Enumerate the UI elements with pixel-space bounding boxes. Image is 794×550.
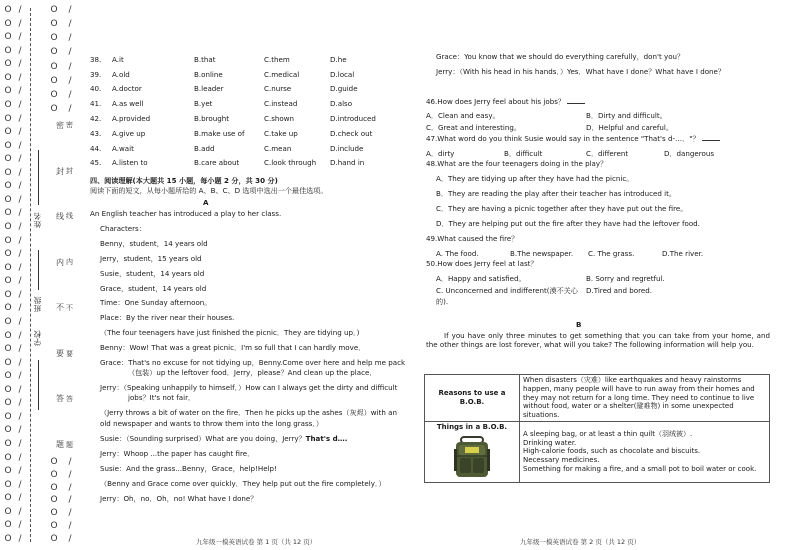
margin-mark: / xyxy=(18,181,22,192)
q47-options xyxy=(426,149,714,158)
margin-mark: / xyxy=(18,520,22,531)
bob-thing-2: Drinking water. xyxy=(523,438,577,447)
margin-mark: / xyxy=(68,482,72,493)
option-cell-b: B.add xyxy=(194,143,215,153)
seal-word: 答 xyxy=(56,394,64,404)
margin-mark: / xyxy=(18,140,22,151)
option-cell-num: 45. xyxy=(90,158,102,168)
dialog-line-3a: Grace：That's no excuse for not tidying up，Benny.Come over here and help me pack xyxy=(100,358,406,367)
dialog-line-9: （Benny and Grace come over quickly．They help put out the fire completely．） xyxy=(100,479,386,488)
dash-line xyxy=(30,8,31,542)
margin-mark: / xyxy=(18,99,22,110)
margin-mark: O xyxy=(50,19,58,30)
margin-mark: / xyxy=(18,506,22,517)
margin-mark: / xyxy=(18,357,22,368)
question-47 xyxy=(426,134,720,143)
play-place: Place：By the river near their houses. xyxy=(100,313,235,322)
bob-reasons-header: Reasons to use a B.O.B. xyxy=(425,375,520,422)
margin-mark: / xyxy=(18,5,22,15)
seal-word: 题 xyxy=(56,439,64,449)
margin-mark: / xyxy=(68,61,72,72)
margin-mark: / xyxy=(18,479,22,490)
character-grace: Grace，student，14 years old xyxy=(100,284,207,293)
margin-mark: / xyxy=(18,533,22,544)
margin-mark: / xyxy=(18,18,22,29)
dialog-line-7: Jerry：Whoop ...the paper has caught fire． xyxy=(100,449,255,458)
q49-option-d: D.The river. xyxy=(662,249,704,258)
answer-blank-47 xyxy=(702,134,720,141)
dialog-line-2: Benny：Wow! That was a great picnic．I'm so full that I can hardly move． xyxy=(100,343,366,352)
seal-word: 线 xyxy=(56,212,64,222)
bob-things-header-cell xyxy=(425,421,520,482)
margin-mark: / xyxy=(18,262,22,273)
margin-mark: O xyxy=(4,154,12,165)
seal-warning-word: 答 xyxy=(66,395,73,404)
passage-a-label: A xyxy=(203,198,209,207)
circle-column-inner-top xyxy=(48,6,60,114)
margin-mark: / xyxy=(18,194,22,205)
margin-mark: O xyxy=(50,495,58,506)
margin-mark: / xyxy=(68,5,72,15)
dialog-line-4a: Jerry：（Speaking unhappily to himself．）How can I always get the dirty and difficult xyxy=(100,383,398,392)
margin-mark: O xyxy=(50,521,58,532)
characters-heading: Characters： xyxy=(100,224,146,233)
dialog-line-10: Jerry：Oh，no．Oh，no! What have I done？ xyxy=(100,494,258,503)
q46-options-row2 xyxy=(426,123,673,132)
question-46 xyxy=(426,97,585,106)
bob-reasons-cell: When disasters（灾难）like earthquakes and heavy rainstorms happen, many people will have to run away from their homes and they may not return for a long time. They need to continue to live without food, water or a shelter(避难物) in some unexpected situations. xyxy=(520,375,770,422)
seal-word: 封 xyxy=(56,166,64,176)
margin-mark: O xyxy=(4,194,12,205)
margin-mark: O xyxy=(4,18,12,29)
bob-things-header: Things in a B.O.B. xyxy=(436,422,508,431)
q50-option-c-cont: 的). xyxy=(436,297,449,306)
seal-warning-column xyxy=(66,120,73,450)
margin-mark: / xyxy=(68,533,72,544)
question-49: 49.What caused the fire？ xyxy=(426,234,519,243)
circle-column-inner-bottom xyxy=(48,458,60,544)
option-cell-num: 44. xyxy=(90,143,102,153)
margin-mark: O xyxy=(4,371,12,382)
option-cell-d: D.also xyxy=(330,99,353,109)
q49-option-a: A. The food. xyxy=(436,249,479,258)
q46-options-row1 xyxy=(426,111,667,120)
margin-mark: O xyxy=(50,47,58,58)
passage-b-paragraph: If you have only three minutes to get something that you can take from your home, and the other things are lost forever, what will you take? The following information will help you. xyxy=(426,331,770,349)
margin-mark: / xyxy=(18,411,22,422)
margin-mark: / xyxy=(18,303,22,314)
slash-column-inner-bottom xyxy=(64,458,76,544)
option-cell-c: C.look through xyxy=(264,158,317,168)
option-cell-num: 38. xyxy=(90,54,102,64)
seal-warning-word: 内 xyxy=(66,258,73,267)
q47-option-a: A．dirty xyxy=(426,149,455,158)
margin-mark: / xyxy=(18,235,22,246)
table-row xyxy=(90,141,390,156)
margin-mark: / xyxy=(68,19,72,30)
option-cell-d: D.check out xyxy=(330,128,373,138)
bob-things-cell xyxy=(520,421,770,482)
margin-mark: / xyxy=(18,439,22,449)
margin-mark: / xyxy=(18,384,22,395)
margin-mark: O xyxy=(4,45,12,56)
backpack-image xyxy=(453,435,491,479)
q48-option-c: C．They are having a picnic together after they have put out the fire。 xyxy=(436,204,688,213)
q47-option-c: C．different xyxy=(586,149,629,158)
q48-option-b: B．They are reading the play after their teacher has introduced it。 xyxy=(436,189,676,198)
margin-mark: O xyxy=(4,167,12,178)
q50-options-row1 xyxy=(436,274,665,283)
school-label: 学校 xyxy=(33,330,42,346)
option-cell-a: A.old xyxy=(112,69,130,79)
option-cell-a: A.wait xyxy=(112,143,134,153)
q50-option-b: B. Sorry and regretful. xyxy=(586,274,665,283)
play-time: Time：One Sunday afternoon。 xyxy=(100,298,212,307)
margin-mark: O xyxy=(4,316,12,327)
bob-thing-1: A sleeping bag, or at least a thin quilt（羽绒被）. xyxy=(523,429,693,438)
margin-mark: / xyxy=(68,89,72,100)
margin-mark: O xyxy=(4,384,12,395)
margin-mark: / xyxy=(18,425,22,436)
margin-mark: O xyxy=(50,33,58,44)
margin-mark: O xyxy=(4,235,12,246)
margin-mark: O xyxy=(4,127,12,138)
option-cell-b: B.yet xyxy=(194,99,213,109)
q46-option-a: A．Clean and easy。 xyxy=(426,111,500,120)
seal-circle-column xyxy=(56,120,64,450)
option-cell-c: C.take up xyxy=(264,128,298,138)
margin-mark: / xyxy=(18,249,22,260)
backpack-icon xyxy=(453,435,491,479)
margin-mark: / xyxy=(18,371,22,382)
option-cell-num: 41. xyxy=(90,99,102,109)
seal-warning-word: 不 xyxy=(66,303,73,312)
question-46-text: 46.How does Jerry feel about his jobs？ xyxy=(426,97,565,106)
margin-mark: / xyxy=(18,113,22,124)
margin-mark: O xyxy=(4,520,12,531)
margin-mark: O xyxy=(4,32,12,43)
margin-mark: O xyxy=(50,5,58,15)
seal-warning-word: 密 xyxy=(66,121,73,129)
q49-option-b: B.The newspaper. xyxy=(510,249,574,258)
question-47-text: 47.What word do you think Susie would say in the sentence "That's d-…．"？ xyxy=(426,134,700,143)
option-cell-c: C.mean xyxy=(264,143,292,153)
q47-option-d: D．dangerous xyxy=(664,149,715,158)
dialog-line-1: （The four teenagers have just finished the picnic．They are tidying up．) xyxy=(100,328,360,337)
dialog-line-12: Jerry：（With his head in his hands．）Yes．What have I done？What have I done？ xyxy=(436,67,725,76)
play-intro: An English teacher has introduced a play to her class. xyxy=(90,209,282,218)
cloze-options-table xyxy=(90,52,390,170)
q48-option-d: D．They are helping put out the fire after they have had the leftover food. xyxy=(436,219,700,228)
seal-word: 不 xyxy=(56,303,64,313)
margin-mark: / xyxy=(68,469,72,480)
bob-thing-4: Necessary medicines. xyxy=(523,456,600,465)
margin-mark: / xyxy=(68,75,72,86)
table-row xyxy=(90,96,390,111)
option-cell-num: 40. xyxy=(90,84,102,94)
option-cell-d: D.hand in xyxy=(330,158,365,168)
margin-mark: / xyxy=(68,495,72,506)
margin-mark: O xyxy=(50,457,58,467)
q50-options-row2 xyxy=(436,286,652,295)
margin-mark: / xyxy=(18,330,22,341)
margin-mark: O xyxy=(4,411,12,422)
table-row xyxy=(90,111,390,126)
bob-thing-5: Something for making a fire, and a small pot to boil water or cook. xyxy=(523,465,757,474)
margin-mark: O xyxy=(4,425,12,436)
question-50: 50.How does Jerry feel at last？ xyxy=(426,259,538,268)
option-cell-d: D.he xyxy=(330,54,347,64)
margin-mark: / xyxy=(18,316,22,327)
option-cell-a: A.give up xyxy=(112,128,146,138)
option-cell-num: 39. xyxy=(90,69,102,79)
margin-mark: O xyxy=(4,249,12,260)
option-cell-c: C.nurse xyxy=(264,84,292,94)
section4-instruction: 阅读下面的短文，从每小题所给的 A、B、C、D 选项中选出一个最佳选项。 xyxy=(90,186,328,195)
bob-table xyxy=(424,374,770,483)
q50-option-d: D.Tired and bored. xyxy=(586,286,653,295)
margin-mark: / xyxy=(18,167,22,178)
table-row xyxy=(90,126,390,141)
margin-mark: / xyxy=(18,398,22,409)
table-row xyxy=(425,421,770,482)
margin-mark: O xyxy=(4,330,12,341)
margin-mark: O xyxy=(50,103,58,114)
margin-mark: / xyxy=(18,45,22,56)
school-blank xyxy=(38,360,39,410)
margin-mark: / xyxy=(18,59,22,70)
margin-mark: O xyxy=(4,140,12,151)
margin-mark: / xyxy=(18,86,22,97)
q50-option-c: C. Unconcerned and indifferent(漠不关心 xyxy=(436,286,578,295)
seal-word: 内 xyxy=(56,257,64,267)
answer-blank-46 xyxy=(567,97,585,104)
character-benny: Benny，student，14 years old xyxy=(100,239,208,248)
margin-mark: / xyxy=(18,154,22,165)
option-cell-a: A.listen to xyxy=(112,158,148,168)
character-susie: Susie，student，14 years old xyxy=(100,269,205,278)
margin-mark: / xyxy=(18,452,22,463)
margin-mark: / xyxy=(18,72,22,83)
seal-warning-word: 封 xyxy=(66,166,73,175)
circle-column-outer xyxy=(2,6,14,544)
bob-thing-3: High-calorie foods, such as chocolate and biscuits. xyxy=(523,447,701,456)
margin-mark: O xyxy=(4,452,12,463)
margin-mark: O xyxy=(4,289,12,300)
margin-mark: O xyxy=(4,276,12,287)
dialog-line-6a: Susie：（Sounding surprised）What are you doing，Jerry？ xyxy=(100,434,306,443)
margin-mark: O xyxy=(4,506,12,517)
option-cell-a: A.doctor xyxy=(112,84,142,94)
option-cell-b: B.online xyxy=(194,69,223,79)
option-cell-c: C.instead xyxy=(264,99,298,109)
option-cell-b: B.care about xyxy=(194,158,240,168)
option-cell-d: D.local xyxy=(330,69,355,79)
margin-mark: O xyxy=(50,61,58,72)
option-cell-c: C.medical xyxy=(264,69,300,79)
slash-column-outer xyxy=(14,6,26,544)
margin-mark: / xyxy=(18,466,22,477)
margin-mark: / xyxy=(18,276,22,287)
class-blank xyxy=(38,250,39,290)
dialog-line-5a: （Jerry throws a bit of water on the fire．Then he picks up the ashes（灰烬）with an xyxy=(100,408,397,417)
margin-mark: / xyxy=(18,289,22,300)
passage-b-label: B xyxy=(576,320,582,329)
margin-mark: O xyxy=(50,469,58,480)
table-row xyxy=(90,52,390,67)
margin-mark: O xyxy=(4,493,12,504)
option-cell-c: C.them xyxy=(264,54,290,64)
margin-mark: / xyxy=(68,521,72,532)
margin-mark: / xyxy=(68,33,72,44)
margin-mark: / xyxy=(68,103,72,114)
seal-warning-word: 线 xyxy=(66,212,73,221)
table-row xyxy=(425,375,770,422)
footer-left: 九年级一模英语试卷 第 1 页（共 12 页） xyxy=(196,538,317,546)
margin-mark: O xyxy=(4,479,12,490)
character-jerry: Jerry，student，15 years old xyxy=(100,254,202,263)
q46-option-b: B．Dirty and difficult。 xyxy=(586,111,667,120)
option-cell-d: D.guide xyxy=(330,84,358,94)
option-cell-d: D.include xyxy=(330,143,364,153)
margin-mark: O xyxy=(4,86,12,97)
margin-mark: / xyxy=(68,457,72,467)
margin-mark: O xyxy=(4,208,12,219)
option-cell-c: C.shown xyxy=(264,114,295,124)
dialog-line-6 xyxy=(100,434,347,443)
margin-mark: O xyxy=(4,181,12,192)
option-cell-num: 42. xyxy=(90,114,102,124)
seal-warning-word: 要 xyxy=(66,349,73,358)
margin-mark: O xyxy=(4,398,12,409)
option-cell-a: A.it xyxy=(112,54,124,64)
option-cell-a: A.as well xyxy=(112,99,144,109)
binding-margin xyxy=(0,0,82,550)
option-cell-a: A.provided xyxy=(112,114,151,124)
option-cell-d: D.introduced xyxy=(330,114,376,124)
seal-warning-word: 题 xyxy=(66,440,73,449)
margin-mark: O xyxy=(4,113,12,124)
table-row xyxy=(90,156,390,171)
q49-options xyxy=(436,249,703,258)
dialog-line-3b: （包装）up the leftover food．Jerry，please？And clean up the place． xyxy=(128,368,377,377)
q46-option-d: D．Helpful and careful。 xyxy=(586,123,673,132)
margin-mark: O xyxy=(4,222,12,232)
margin-mark: O xyxy=(4,357,12,368)
margin-mark: O xyxy=(4,439,12,449)
section4-title: 四、阅读理解(本大题共 15 小题，每小题 2 分，共 30 分) xyxy=(90,176,278,185)
margin-mark: / xyxy=(18,344,22,355)
dialog-line-4b: jobs？It's not fair． xyxy=(128,393,196,402)
margin-mark: O xyxy=(50,533,58,544)
q49-option-c: C. The grass. xyxy=(588,249,635,258)
margin-mark: / xyxy=(18,493,22,504)
option-cell-num: 43. xyxy=(90,128,102,138)
name-blank xyxy=(38,150,39,205)
dialog-line-11: Grace：You know that we should do everything carefully，don't you？ xyxy=(436,52,685,61)
margin-mark: O xyxy=(4,99,12,110)
margin-mark: / xyxy=(68,47,72,58)
margin-mark: O xyxy=(4,5,12,15)
table-row xyxy=(90,67,390,82)
margin-mark: / xyxy=(18,127,22,138)
margin-mark: / xyxy=(18,208,22,219)
footer-right: 九年级一模英语试卷 第 2 页（共 12 页） xyxy=(520,538,641,546)
option-cell-b: B.brought xyxy=(194,114,230,124)
slash-column-inner-top xyxy=(64,6,76,114)
margin-mark: O xyxy=(4,533,12,544)
margin-mark: O xyxy=(50,75,58,86)
margin-mark: O xyxy=(4,59,12,70)
margin-mark: O xyxy=(50,482,58,493)
q47-option-b: B．difficult xyxy=(504,149,543,158)
margin-mark: O xyxy=(4,72,12,83)
name-label: 姓名 xyxy=(33,212,42,228)
dialog-line-8: Susie：And the grass...Benny，Grace，help!Help! xyxy=(100,464,277,473)
q46-option-c: C．Great and interesting。 xyxy=(426,123,521,132)
class-label: 班级 xyxy=(33,296,42,312)
option-cell-b: B.that xyxy=(194,54,216,64)
dialog-line-5b: old newspaper and wants to throw them into the long grass．） xyxy=(100,419,324,428)
table-row xyxy=(90,82,390,97)
margin-mark: O xyxy=(4,303,12,314)
margin-mark: O xyxy=(4,262,12,273)
margin-mark: O xyxy=(50,508,58,519)
margin-mark: / xyxy=(68,508,72,519)
margin-mark: O xyxy=(4,466,12,477)
q50-option-a: A．Happy and satisfied。 xyxy=(436,274,526,283)
margin-mark: O xyxy=(50,89,58,100)
seal-word: 要 xyxy=(56,348,64,358)
option-cell-b: B.make use of xyxy=(194,128,245,138)
option-cell-b: B.leader xyxy=(194,84,224,94)
margin-mark: / xyxy=(18,32,22,43)
seal-word: 密 xyxy=(56,121,64,130)
dialog-line-6b: That's d…. xyxy=(305,434,348,443)
margin-mark: / xyxy=(18,222,22,232)
q48-option-a: A．They are tidying up after they have had the picnic。 xyxy=(436,174,634,183)
question-48: 48.What are the four teenagers doing in the play？ xyxy=(426,159,608,168)
margin-mark: O xyxy=(4,344,12,355)
